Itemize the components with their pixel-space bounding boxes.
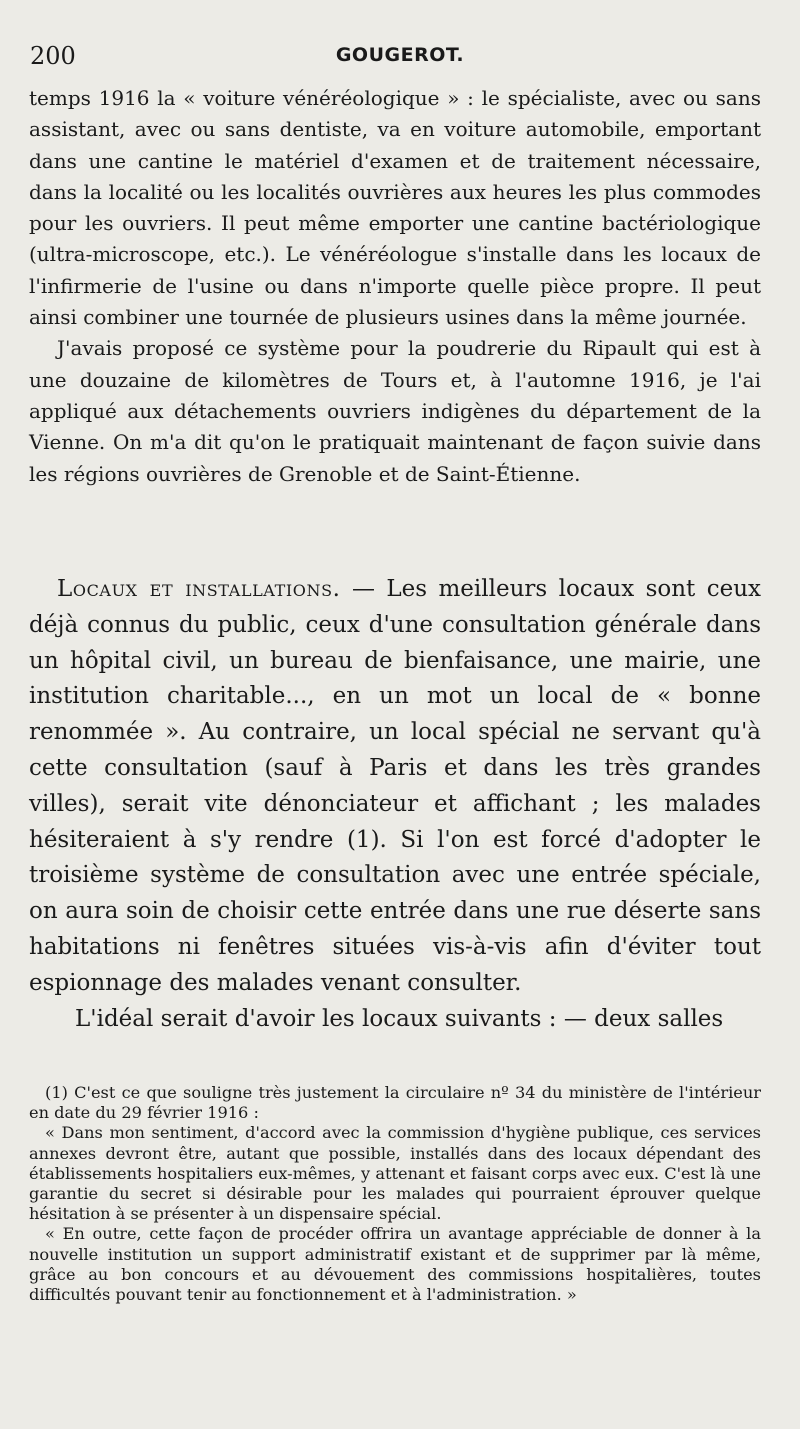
footnote-1: (1) C'est ce que souligne très justement la circulaire nº 34 du ministère de l'intérieur en date du 29 février 1916 : (29, 1083, 761, 1123)
footnote-quote-1: « Dans mon sentiment, d'accord avec la commission d'hygiène publique, ces services annexes devront être, autant que possible, installés dans des locaux dépendant des établissements hospitaliers eux-mêmes, y attenant et faisant corps avec eux. C'est là une garantie du secret si désirable pour les malades qui pourraient éprouver quelque hésitation à se présenter à un dispensaire spécial. (29, 1123, 761, 1224)
section-paragraph-1 (29, 572, 761, 1002)
paragraph-voiture: temps 1916 la « voiture vénéréologique » : le spécialiste, avec ou sans assistant, avec ou sans dentiste, va en voiture automobile, emportant dans une cantine le matériel d'examen et de traitement nécessaire, dans la localité ou les localités ouvrières aux heures les plus commodes pour les ouvriers. Il peut même emporter une cantine bactériologique (ultra-microscope, etc.). Le vénéréologue s'installe dans les locaux de l'infirmerie de l'usine ou dans n'importe quelle pièce propre. Il peut ainsi combiner une tournée de plusieurs usines dans la même journée. (29, 86, 761, 330)
section-paragraph-2: L'idéal serait d'avoir les locaux suivants : — deux salles (75, 1005, 724, 1032)
body-text-small (29, 83, 761, 490)
page-number: 200 (30, 42, 76, 70)
page-header (30, 42, 770, 78)
footnote-quote-2: « En outre, cette façon de procéder offrira un avantage appréciable de donner à la nouvelle institution un support administratif existant et de supprimer par là même, grâce au bon concours et au dévouement des commissions hospitalières, toutes difficultés pouvant tenir au fonctionnement et à l'administration. » (29, 1224, 761, 1305)
footnotes (29, 1083, 761, 1305)
section-locaux (29, 572, 761, 1037)
section-heading: Locaux et installations. (57, 576, 341, 602)
running-head: GOUGEROT. (335, 44, 465, 66)
section-paragraph-1-text: — Les meilleurs locaux sont ceux déjà connus du public, ceux d'une consultation générale dans un hôpital civil, un bureau de bienfaisance, une mairie, une institution charitable..., en un mot un local de « bonne renommée ». Au contraire, un local spécial ne servant qu'à cette consultation (sauf à Paris et dans les très grandes villes), serait vite dénonciateur et affichant ; les malades hésiteraient à s'y rendre (1). Si l'on est forcé d'adopter le troisième système de consultation avec une entrée spéciale, on aura soin de choisir cette entrée dans une rue déserte sans habitations ni fenêtres situées vis-à-vis afin d'éviter tout espionnage des malades venant consulter. (29, 576, 761, 996)
paragraph-ripault: J'avais proposé ce système pour la poudrerie du Ripault qui est à une douzaine de kilomètres de Tours et, à l'automne 1916, je l'ai appliqué aux détachements ouvriers indigènes du département de la Vienne. On m'a dit qu'on le pratiquait maintenant de façon suivie dans les régions ouvrières de Grenoble et de Saint-Étienne. (29, 336, 761, 486)
